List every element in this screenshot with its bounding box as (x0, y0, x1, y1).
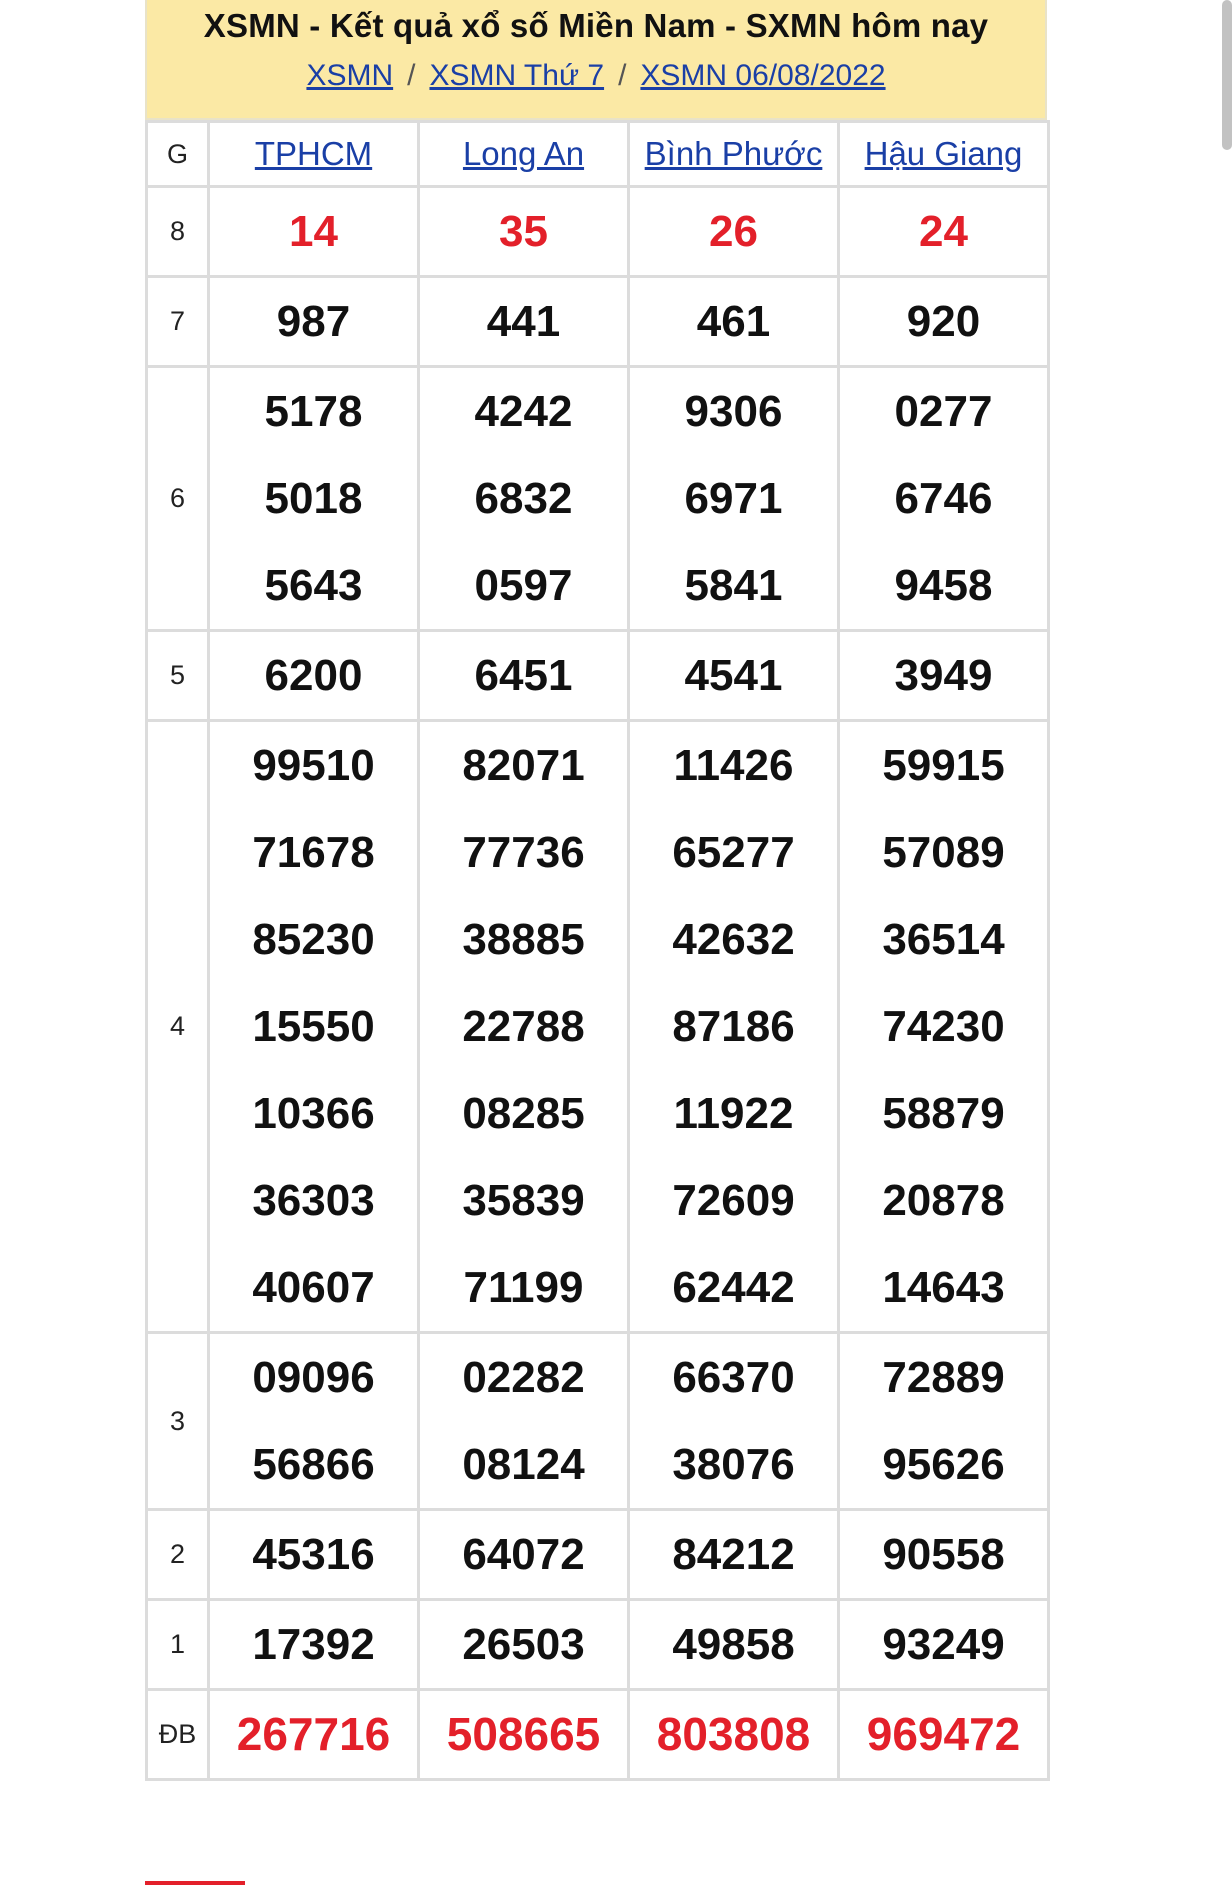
results-header (145, 0, 1047, 120)
result-number: 14643 (882, 1263, 1005, 1312)
prize-label: ĐB (147, 1690, 209, 1780)
result-number: 6451 (474, 651, 573, 700)
result-number: 57089 (882, 828, 1005, 877)
result-number: 6832 (474, 474, 573, 523)
result-cell (419, 1600, 629, 1690)
result-number: 26 (709, 207, 758, 256)
breadcrumb-link-xsmn-date[interactable]: XSMN 06/08/2022 (640, 59, 886, 92)
result-number: 10366 (252, 1089, 375, 1138)
result-number: 40607 (252, 1263, 375, 1312)
breadcrumb-link-xsmn-thu7[interactable]: XSMN Thứ 7 (429, 59, 605, 92)
result-number: 74230 (882, 1002, 1005, 1051)
result-number: 64072 (462, 1530, 585, 1579)
prize-label: 1 (147, 1600, 209, 1690)
result-number: 267716 (236, 1708, 391, 1760)
result-number: 71199 (463, 1263, 584, 1312)
prize-row (147, 367, 1049, 631)
breadcrumb-separator: / (407, 59, 416, 92)
result-number: 82071 (462, 741, 585, 790)
result-number: 9306 (684, 387, 783, 436)
result-cell (629, 1690, 839, 1780)
result-number: 15550 (252, 1002, 375, 1051)
result-number: 0277 (894, 387, 993, 436)
result-number: 803808 (656, 1708, 811, 1760)
prize-row (147, 1510, 1049, 1600)
prize-column-header: G (147, 122, 209, 187)
result-cell (209, 721, 419, 1333)
province-header (629, 122, 839, 187)
result-cell (839, 631, 1049, 721)
result-number: 35 (499, 207, 548, 256)
result-number: 987 (276, 297, 351, 346)
prize-row (147, 721, 1049, 1333)
result-number: 22788 (462, 1002, 585, 1051)
result-number: 84212 (672, 1530, 795, 1579)
result-cell (839, 1333, 1049, 1510)
result-number: 441 (486, 297, 561, 346)
result-number: 42632 (672, 915, 795, 964)
result-cell (209, 1690, 419, 1780)
result-number: 08285 (462, 1089, 585, 1138)
result-number: 09096 (252, 1353, 375, 1402)
result-number: 0597 (474, 561, 573, 610)
result-number: 38885 (462, 915, 585, 964)
province-header (419, 122, 629, 187)
prize-row (147, 277, 1049, 367)
result-number: 66370 (672, 1353, 795, 1402)
prize-label: 4 (147, 721, 209, 1333)
result-number: 38076 (672, 1440, 795, 1489)
result-number: 4242 (474, 387, 573, 436)
result-number: 461 (696, 297, 771, 346)
result-cell (629, 367, 839, 631)
result-cell (419, 277, 629, 367)
prize-row (147, 631, 1049, 721)
result-number: 36303 (252, 1176, 375, 1225)
result-number: 59915 (882, 741, 1005, 790)
prize-label: 6 (147, 367, 209, 631)
prize-label: 7 (147, 277, 209, 367)
result-number: 62442 (672, 1263, 795, 1312)
result-number: 5841 (684, 561, 783, 610)
result-number: 95626 (882, 1440, 1005, 1489)
result-number: 6200 (264, 651, 363, 700)
result-cell (209, 1333, 419, 1510)
result-cell (419, 367, 629, 631)
result-cell (839, 367, 1049, 631)
result-number: 58879 (882, 1089, 1005, 1138)
result-number: 56866 (252, 1440, 375, 1489)
result-cell (209, 1510, 419, 1600)
result-cell (209, 631, 419, 721)
result-cell (839, 1510, 1049, 1600)
result-number: 65277 (672, 828, 795, 877)
result-number: 72609 (672, 1176, 795, 1225)
result-cell (629, 187, 839, 277)
result-cell (419, 1333, 629, 1510)
result-number: 99510 (252, 741, 375, 790)
prize-row (147, 1600, 1049, 1690)
result-cell (419, 631, 629, 721)
result-number: 6971 (684, 474, 783, 523)
results-board (145, 0, 1047, 1781)
result-number: 71678 (252, 828, 375, 877)
result-cell (629, 631, 839, 721)
result-cell (209, 367, 419, 631)
province-link-long-an[interactable]: Long An (462, 135, 585, 172)
result-cell (209, 187, 419, 277)
result-number: 6746 (894, 474, 993, 523)
province-link-binh-phuoc[interactable]: Bình Phước (644, 135, 823, 172)
result-cell (419, 1690, 629, 1780)
result-number: 508665 (446, 1708, 601, 1760)
result-number: 11426 (673, 741, 794, 790)
result-number: 17392 (252, 1620, 375, 1669)
prize-label: 8 (147, 187, 209, 277)
results-table (145, 120, 1050, 1781)
result-number: 90558 (882, 1530, 1005, 1579)
result-number: 3949 (894, 651, 993, 700)
province-header-row (147, 122, 1049, 187)
prize-label: 2 (147, 1510, 209, 1600)
prize-row (147, 1333, 1049, 1510)
result-cell (839, 187, 1049, 277)
breadcrumb (147, 58, 1045, 94)
result-cell (419, 721, 629, 1333)
bottom-accent-bar (145, 1881, 245, 1885)
province-link-hau-giang[interactable]: Hậu Giang (864, 135, 1023, 172)
result-number: 35839 (462, 1176, 585, 1225)
result-number: 24 (919, 207, 968, 256)
result-cell (839, 1690, 1049, 1780)
result-cell (419, 1510, 629, 1600)
result-number: 14 (289, 207, 338, 256)
result-cell (839, 277, 1049, 367)
breadcrumb-link-xsmn[interactable]: XSMN (306, 59, 394, 92)
result-cell (839, 1600, 1049, 1690)
result-number: 11922 (673, 1089, 794, 1138)
result-number: 87186 (672, 1002, 795, 1051)
result-cell (419, 187, 629, 277)
breadcrumb-separator: / (618, 59, 627, 92)
prize-label: 5 (147, 631, 209, 721)
prize-row (147, 187, 1049, 277)
prize-row (147, 1690, 1049, 1780)
result-number: 02282 (462, 1353, 585, 1402)
results-body (147, 187, 1049, 1780)
result-number: 26503 (462, 1620, 585, 1669)
result-cell (629, 1333, 839, 1510)
result-cell (209, 1600, 419, 1690)
result-number: 77736 (462, 828, 585, 877)
result-number: 49858 (672, 1620, 795, 1669)
result-cell (209, 277, 419, 367)
result-number: 4541 (684, 651, 783, 700)
scrollbar-thumb[interactable] (1222, 0, 1232, 150)
result-number: 93249 (882, 1620, 1005, 1669)
result-cell (629, 721, 839, 1333)
result-number: 85230 (252, 915, 375, 964)
province-header (839, 122, 1049, 187)
result-number: 08124 (462, 1440, 585, 1489)
result-number: 20878 (882, 1176, 1005, 1225)
result-cell (629, 277, 839, 367)
province-link-tphcm[interactable]: TPHCM (254, 135, 373, 172)
result-number: 45316 (252, 1530, 375, 1579)
result-number: 5643 (264, 561, 363, 610)
result-number: 5178 (264, 387, 363, 436)
result-cell (629, 1510, 839, 1600)
province-header (209, 122, 419, 187)
result-cell (629, 1600, 839, 1690)
result-number: 9458 (894, 561, 993, 610)
result-number: 920 (906, 297, 981, 346)
page-title: XSMN - Kết quả xổ số Miền Nam - SXMN hôm nay (203, 7, 989, 44)
result-number: 969472 (866, 1708, 1021, 1760)
result-number: 36514 (882, 915, 1005, 964)
result-cell (839, 721, 1049, 1333)
prize-label: 3 (147, 1333, 209, 1510)
result-number: 72889 (882, 1353, 1005, 1402)
result-number: 5018 (264, 474, 363, 523)
